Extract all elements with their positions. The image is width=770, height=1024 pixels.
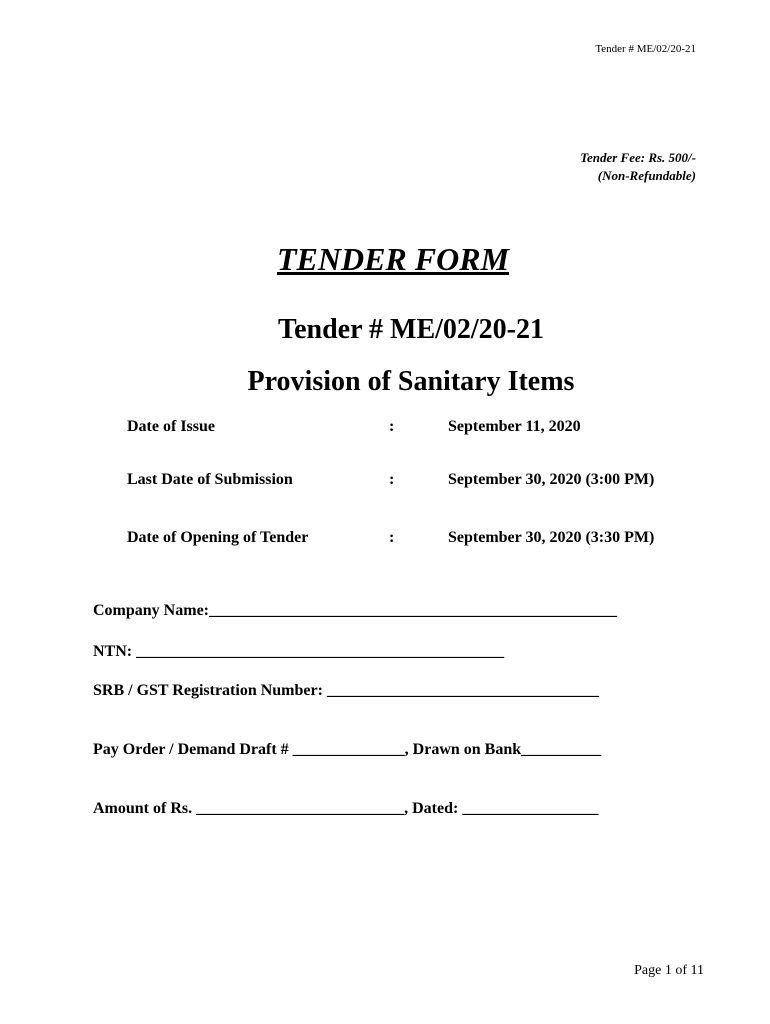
header-tender-ref: Tender # ME/02/20-21 xyxy=(595,43,696,55)
tender-fee-note: (Non-Refundable) xyxy=(597,168,696,183)
ntn-field: NTN: ______________________________________________ xyxy=(93,643,505,660)
schedule-value-submission: September 30, 2020 (3:00 PM) xyxy=(448,471,655,488)
schedule-value-opening: September 30, 2020 (3:30 PM) xyxy=(448,529,655,546)
pay-order-field: Pay Order / Demand Draft # ______________, Drawn on Bank__________ xyxy=(93,741,602,758)
tender-subject: Provision of Sanitary Items xyxy=(247,366,575,397)
schedule-separator: : xyxy=(389,471,395,488)
tender-fee: Tender Fee: Rs. 500/- xyxy=(580,150,696,165)
page-number: Page 1 of 11 xyxy=(634,963,704,978)
page-title: TENDER FORM xyxy=(276,241,510,277)
schedule-label-issue: Date of Issue xyxy=(127,418,215,435)
amount-field: Amount of Rs. __________________________, Dated: _________________ xyxy=(93,800,599,817)
schedule-label-submission: Last Date of Submission xyxy=(127,471,293,488)
schedule-value-issue: September 11, 2020 xyxy=(448,418,581,435)
schedule-separator: : xyxy=(389,529,395,546)
srb-gst-field: SRB / GST Registration Number: __________________________________ xyxy=(93,682,599,699)
tender-number: Tender # ME/02/20-21 xyxy=(277,314,544,345)
schedule-separator: : xyxy=(389,418,395,435)
company-name-field: Company Name:___________________________________________________ xyxy=(93,602,617,619)
schedule-label-opening: Date of Opening of Tender xyxy=(127,529,309,546)
